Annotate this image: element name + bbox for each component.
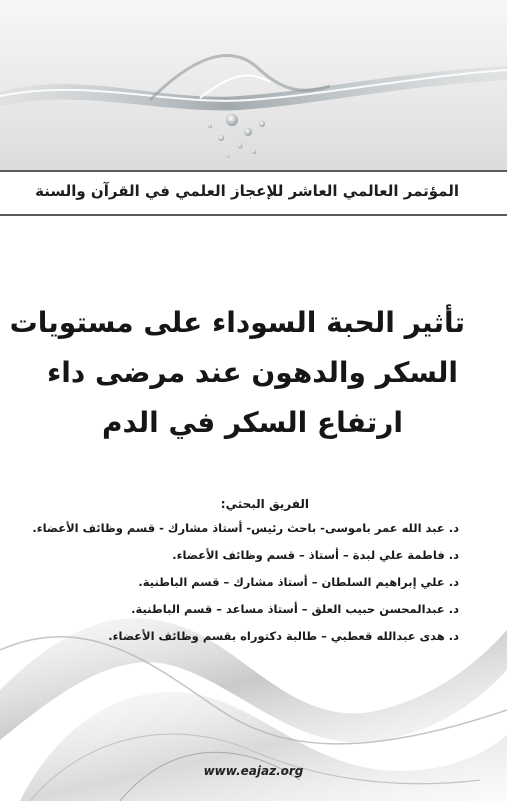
conference-header-bar — [0, 170, 507, 216]
team-member-1: د. عبد الله عمر باموسى- باحث رئيس- أستاذ مشارك - قسم وظائف الأعضاء. — [32, 521, 459, 535]
team-label: الفريق البحثي: — [220, 497, 309, 511]
paper-title — [9, 298, 465, 448]
team-member-2: د. فاطمة علي لبدة – أستاذ – قسم وظائف الأعضاء. — [172, 548, 459, 562]
research-team — [32, 493, 459, 650]
conference-title: المؤتمر العالمي العاشر للإعجاز العلمي في القرآن والسنة — [35, 182, 459, 200]
website-url: www.eajaz.org — [203, 764, 304, 778]
title-line-3: ارتفاع السكر في الدم — [101, 406, 404, 439]
title-line-1: تأثير الحبة السوداء على مستويات — [9, 306, 465, 339]
water-splash-graphic — [0, 0, 507, 170]
water-splash-banner — [0, 0, 507, 170]
team-member-4: د. عبدالمحسن حبيب العلق – أستاذ مساعد – قسم الباطنية. — [131, 602, 459, 616]
team-member-5: د. هدى عبدالله قعطبي – طالبة دكتوراه بقسم وظائف الأعضاء. — [108, 629, 459, 643]
team-member-3: د. علي إبراهيم السلطان – أستاذ مشارك – قسم الباطنية. — [138, 575, 459, 589]
title-line-2: السكر والدهون عند مرضى داء — [46, 356, 458, 389]
